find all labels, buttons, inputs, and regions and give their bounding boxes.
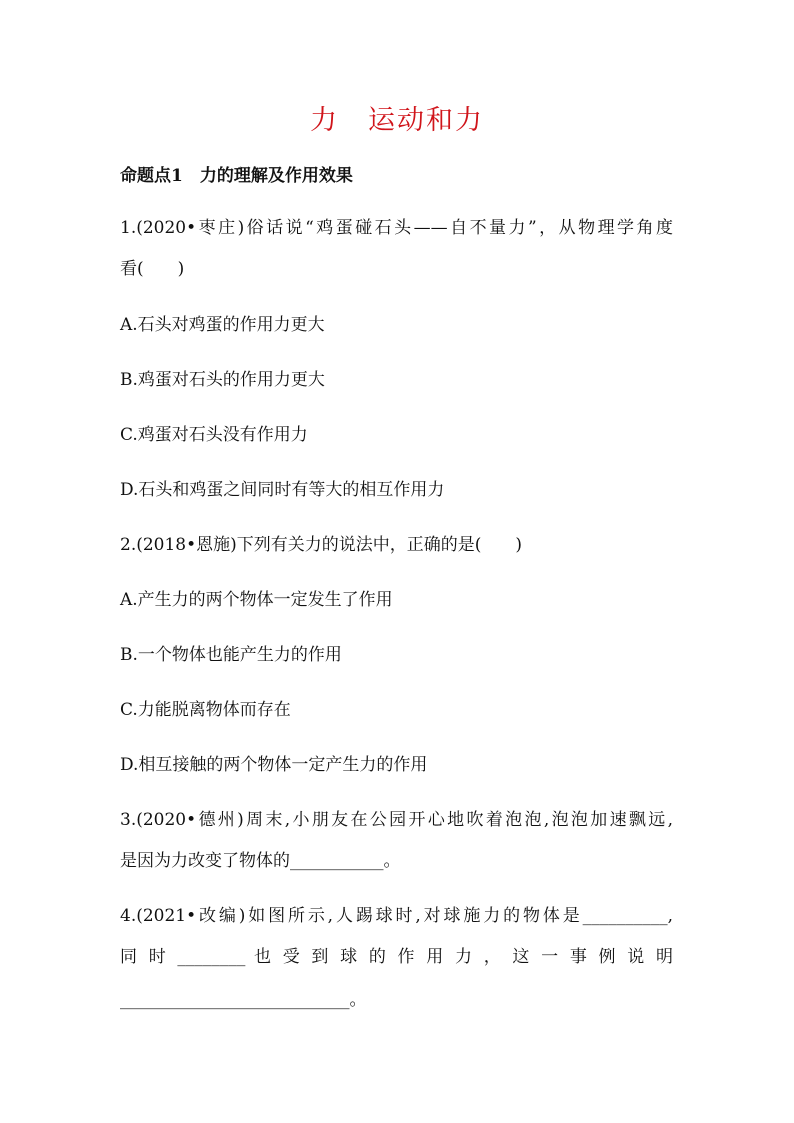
question-3-stem-line-2: 是因为力改变了物体的___________。 — [120, 851, 401, 871]
question-1-stem-line-2: 看( ) — [120, 259, 185, 279]
question-4-stem-line-1: 4.(2021•改编)如图所示,人踢球时,对球施力的物体是__________, — [120, 906, 673, 926]
question-2-option-d: D.相互接触的两个物体一定产生力的作用 — [120, 755, 428, 775]
question-4-stem-line-3: ___________________________。 — [120, 990, 367, 1010]
question-1-option-a: A.石头对鸡蛋的作用力更大 — [120, 315, 325, 335]
question-1-stem-line-1: 1.(2020•枣庄)俗话说“鸡蛋碰石头——自不量力”，从物理学角度 — [120, 218, 673, 238]
question-2-stem: 2.(2018•恩施)下列有关力的说法中，正确的是( ) — [120, 535, 523, 555]
page-title: 力 运动和力 — [310, 105, 484, 136]
question-1-option-b: B.鸡蛋对石头的作用力更大 — [120, 370, 325, 390]
question-3-stem-line-1: 3.(2020•德州)周末,小朋友在公园开心地吹着泡泡,泡泡加速飘远, — [120, 810, 673, 830]
question-1-option-d: D.石头和鸡蛋之间同时有等大的相互作用力 — [120, 480, 445, 500]
question-2-option-a: A.产生力的两个物体一定发生了作用 — [120, 590, 393, 610]
question-4-stem-line-2: 同 时 ________ 也 受 到 球 的 作 用 力 ， 这 一 事 例 说 明 — [120, 947, 673, 967]
section-title: 命题点1 力的理解及作用效果 — [120, 166, 353, 186]
question-2-option-b: B.一个物体也能产生力的作用 — [120, 645, 342, 665]
question-2-option-c: C.力能脱离物体而存在 — [120, 700, 291, 720]
question-1-option-c: C.鸡蛋对石头没有作用力 — [120, 425, 308, 445]
